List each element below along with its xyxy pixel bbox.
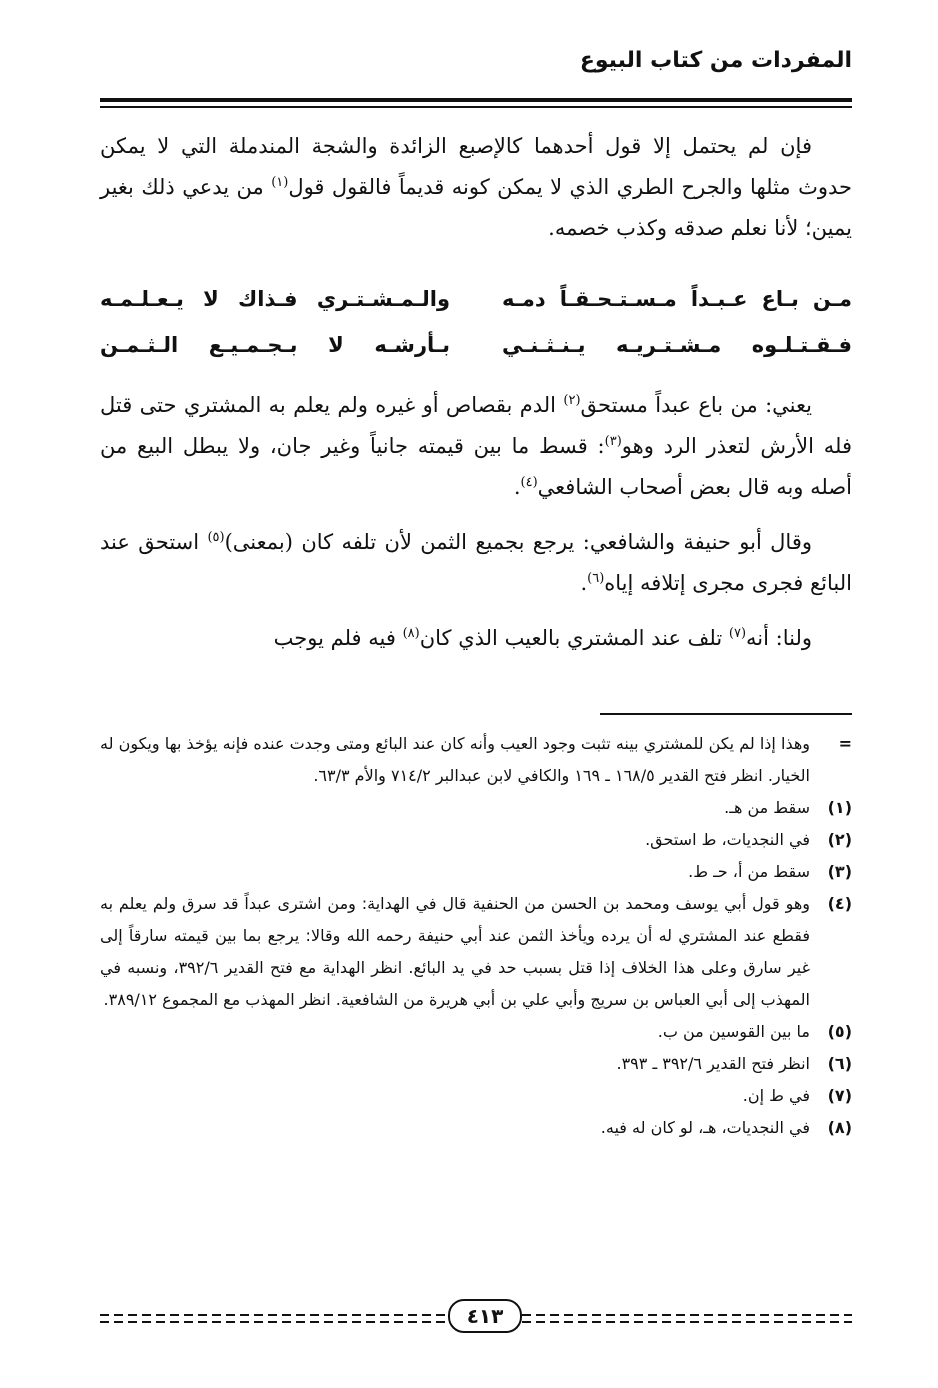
footnote-5 (100, 1016, 852, 1048)
paragraph-2 (100, 385, 852, 508)
footnote-separator (600, 713, 852, 715)
poem-verse-1 (100, 276, 852, 322)
poem (100, 276, 852, 368)
paragraph-2-text-a: يعني: من باع عبداً مستحق (580, 393, 812, 417)
paragraph-3-text-a: وقال أبو حنيفة والشافعي: يرجع بجميع الثمن لأن تلفه كان (بمعنى) (224, 530, 812, 554)
footnote-number: (٣) (827, 862, 852, 881)
footnote-8 (100, 1112, 852, 1144)
footer-dash-left-1 (100, 1314, 446, 1316)
footnote-number: (٤) (827, 894, 852, 913)
footnote-number: (٨) (827, 1118, 852, 1137)
footnote-ref-8[interactable]: (٨) (402, 626, 420, 641)
header-rule-thin (100, 106, 852, 108)
footnote-text: سقط من هـ. (724, 798, 810, 817)
footnote-ref-6[interactable]: (٦) (587, 571, 605, 586)
verse-1-second-hemistich: والـمـشـتـري فـذاك لا يـعـلـمـه (100, 287, 450, 311)
verse-2-second-hemistich: بـأرشـه لا بـجـمـيـع الـثـمـن (100, 333, 450, 357)
footnote-ref-7[interactable]: (٧) (728, 626, 747, 641)
footnote-text: في النجديات، هـ، لو كان له فيه. (600, 1118, 810, 1137)
footnote-text: في النجديات، ط استحق. (645, 830, 810, 849)
header-rule-thick (100, 98, 852, 102)
paragraph-4-text-c: فيه فلم يوجب (273, 626, 403, 650)
footer-dash-right-2 (522, 1321, 852, 1323)
paragraph-2-text-d: . (513, 475, 521, 499)
footnote-number: = (838, 734, 852, 753)
paragraph-2-text-b: الدم بقصاص أو غيره ولم يعلم به المشتري حتى قتل فله الأرش لتعذر الرد وهو (100, 393, 852, 458)
paragraph-3-text-c: . (580, 571, 588, 595)
footnote-ref-3[interactable]: (٣) (604, 434, 622, 449)
paragraph-3 (100, 522, 852, 604)
paragraph-4-text-a: ولنا: أنه (746, 626, 812, 650)
poem-verse-2 (100, 322, 852, 368)
verse-2-first-hemistich: فـقـتـلـوه مـشـتـريـه يـنـثـنـي (502, 333, 852, 357)
footnote-text: انظر فتح القدير ٣٩٢/٦ ـ ٣٩٣. (616, 1054, 810, 1073)
paragraph-1-text-b: من يدعي ذلك بغير يمين؛ لأنا نعلم صدقه وكذب خصمه. (100, 175, 852, 240)
page-footer-ornament (100, 1295, 852, 1335)
main-text-block (100, 385, 852, 659)
page-number: ٤١٣ (448, 1299, 522, 1333)
footnote-4 (100, 888, 852, 1016)
footnote-ref-1[interactable]: (١) (271, 175, 289, 190)
paragraph-4-text-b: تلف عند المشتري بالعيب الذي كان (419, 626, 729, 650)
footnotes (100, 728, 852, 1144)
footnote-text: وهذا إذا لم يكن للمشتري بينه تثبت وجود العيب وأنه كان عند البائع ومتى وجدت عنده فإنه يؤخذ بها ويكون له الخيار. انظر فتح القدير ١٦٨/٥ ـ ١٦٩ والكافي لابن عبدالبر ٧١٤/٢ والأم ٦٣/٣. (100, 734, 810, 785)
footnote-continuation (100, 728, 852, 792)
paragraph-1 (100, 126, 852, 249)
footnote-number: (٦) (827, 1054, 852, 1073)
footer-dash-right-1 (522, 1314, 852, 1316)
footnote-3 (100, 856, 852, 888)
footnote-number: (١) (827, 798, 852, 817)
running-header: المفردات من كتاب البيوع (579, 48, 852, 73)
footnote-2 (100, 824, 852, 856)
footnote-number: (٢) (827, 830, 852, 849)
paragraph-4 (100, 618, 852, 659)
paragraph-3-text-b: استحق عند البائع فجرى مجرى إتلافه إياه (100, 530, 852, 595)
footnote-ref-4[interactable]: (٤) (520, 475, 538, 490)
footer-dash-left-2 (100, 1321, 446, 1323)
footnote-6 (100, 1048, 852, 1080)
footnote-7 (100, 1080, 852, 1112)
footnote-number: (٧) (827, 1086, 852, 1105)
footnote-text: سقط من أ، حـ ط. (688, 862, 810, 881)
footnote-ref-2[interactable]: (٢) (563, 393, 581, 408)
paragraph-1-text-a: فإن لم يحتمل إلا قول أحدهما كالإصبع الزائدة والشجة المندملة التي لا يمكن حدوث مثلها والجرح الطري الذي لا يمكن كونه قديماً فالقول قول (100, 134, 852, 199)
footnote-text: وهو قول أبي يوسف ومحمد بن الحسن من الحنفية قال في الهداية: ومن اشترى عبداً قد سرق ولم يعلم به فقطع عند المشتري له أن يرده ويأخذ الثمن عند أبي حنيفة رحمه الله وقالا: يرجع بما بين قيمته سارقاً إلى غير سارق وعلى هذا الخلاف إذا قتل بسبب حد في يد البائع. انظر الهداية مع فتح القدير ٣٩٢/٦، ونسبه في المهذب إلى أبي العباس بن سريج وأبي علي بن أبي هريرة من الشافعية. انظر المهذب مع المجموع ٣٨٩/١٢. (100, 894, 811, 1009)
footnote-text: في ط إن. (742, 1086, 810, 1105)
footnote-1 (100, 792, 852, 824)
paragraph-2-text-c: : قسط ما بين قيمته جانياً وغير جان، ولا يبطل البيع من أصله وبه قال بعض أصحاب الشافعي (100, 434, 852, 499)
footnote-ref-5[interactable]: (٥) (207, 530, 225, 545)
verse-1-first-hemistich: مـن بـاع عـبـداً مـسـتـحـقـاً دمـه (502, 287, 852, 311)
footnote-text: ما بين القوسين من ب. (657, 1022, 810, 1041)
footnote-number: (٥) (827, 1022, 852, 1041)
